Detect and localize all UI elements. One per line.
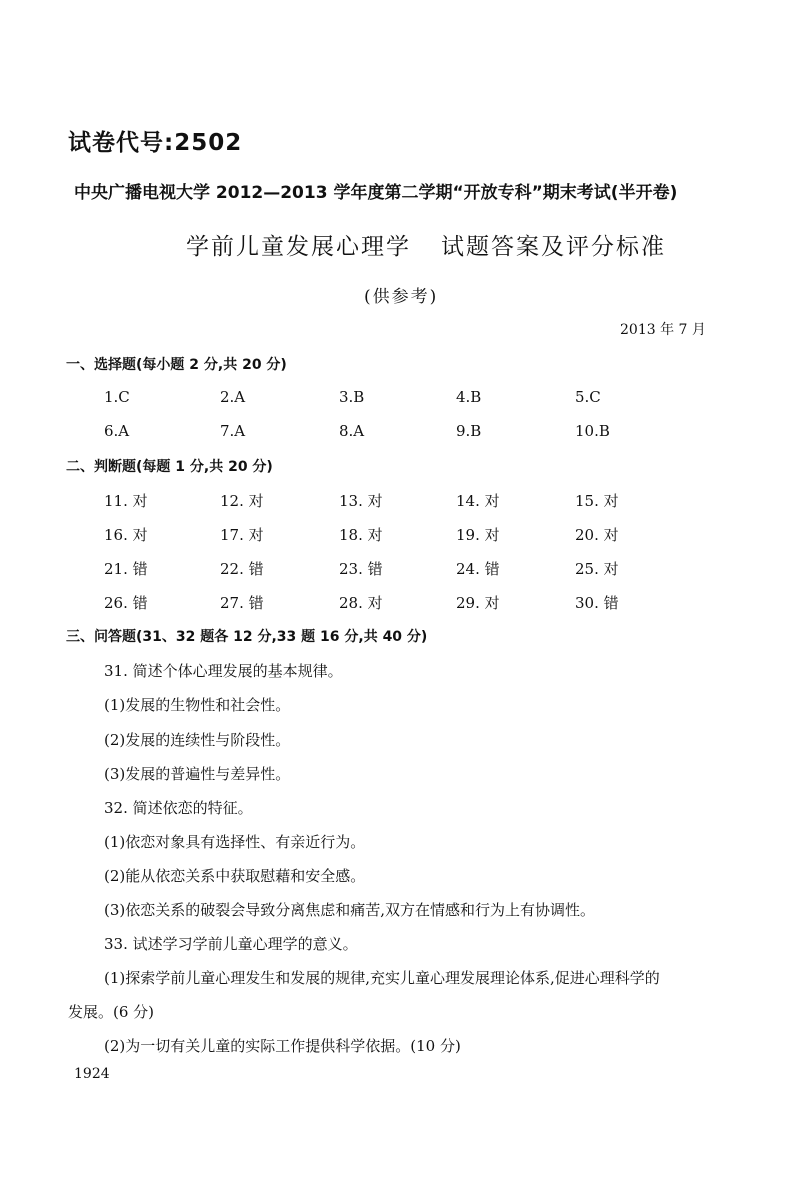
answer-line: (1)发展的生物性和社会性。: [104, 696, 291, 714]
answer-line: 发展。(6 分): [68, 1003, 155, 1021]
answer-item: 28. 对: [339, 594, 383, 612]
document-title: [186, 228, 666, 261]
exam-title: 中央广播电视大学 2012—2013 学年度第二学期“开放专科”期末考试(半开卷): [74, 183, 678, 203]
answer-item: 9.B: [456, 422, 482, 440]
answer-item: 24. 错: [456, 560, 500, 578]
answer-item: 4.B: [456, 388, 482, 406]
answer-item: 3.B: [339, 388, 365, 406]
answer-item: 12. 对: [220, 492, 264, 510]
section-heading-true-false: 二、判断题(每题 1 分,共 20 分): [66, 459, 273, 475]
answer-item: 15. 对: [575, 492, 619, 510]
answer-item: 19. 对: [456, 526, 500, 544]
paper-code: 试卷代号:2502: [68, 130, 243, 156]
answer-item: 7.A: [220, 422, 246, 440]
answer-item: 26. 错: [104, 594, 148, 612]
page-number: 1924: [74, 1066, 110, 1082]
course-title: 学前儿童发展心理学: [186, 234, 411, 260]
question-33: 33. 试述学习学前儿童心理学的意义。: [104, 935, 358, 953]
answer-item: 22. 错: [220, 560, 264, 578]
answer-line: (3)依恋关系的破裂会导致分离焦虑和痛苦,双方在情感和行为上有协调性。: [104, 901, 596, 919]
document-type: 试题答案及评分标准: [441, 234, 666, 260]
section-heading-multiple-choice: 一、选择题(每小题 2 分,共 20 分): [66, 357, 287, 373]
answer-item: 29. 对: [456, 594, 500, 612]
answer-item: 14. 对: [456, 492, 500, 510]
answer-line: (2)为一切有关儿童的实际工作提供科学依据。(10 分): [104, 1037, 461, 1055]
answer-item: 25. 对: [575, 560, 619, 578]
answer-item: 27. 错: [220, 594, 264, 612]
answer-item: 20. 对: [575, 526, 619, 544]
section-heading-short-answer: 三、问答题(31、32 题各 12 分,33 题 16 分,共 40 分): [66, 629, 428, 645]
answer-item: 18. 对: [339, 526, 383, 544]
answer-line: (1)依恋对象具有选择性、有亲近行为。: [104, 833, 366, 851]
answer-line: (2)发展的连续性与阶段性。: [104, 731, 291, 749]
document-date: 2013 年 7 月: [620, 322, 706, 338]
question-32: 32. 简述依恋的特征。: [104, 799, 253, 817]
question-31: 31. 简述个体心理发展的基本规律。: [104, 662, 343, 680]
answer-item: 16. 对: [104, 526, 148, 544]
answer-item: 11. 对: [104, 492, 148, 510]
answer-item: 2.A: [220, 388, 246, 406]
answer-line: (1)探索学前儿童心理发生和发展的规律,充实儿童心理发展理论体系,促进心理科学的: [104, 969, 660, 987]
answer-item: 5.C: [575, 388, 601, 406]
answer-item: 21. 错: [104, 560, 148, 578]
answer-item: 17. 对: [220, 526, 264, 544]
answer-item: 8.A: [339, 422, 365, 440]
answer-item: 30. 错: [575, 594, 619, 612]
answer-item: 13. 对: [339, 492, 383, 510]
answer-item: 6.A: [104, 422, 130, 440]
answer-item: 1.C: [104, 388, 130, 406]
answer-line: (3)发展的普遍性与差异性。: [104, 765, 291, 783]
answer-item: 10.B: [575, 422, 610, 440]
answer-item: 23. 错: [339, 560, 383, 578]
answer-line: (2)能从依恋关系中获取慰藉和安全感。: [104, 867, 366, 885]
reference-note: (供参考): [364, 287, 439, 307]
